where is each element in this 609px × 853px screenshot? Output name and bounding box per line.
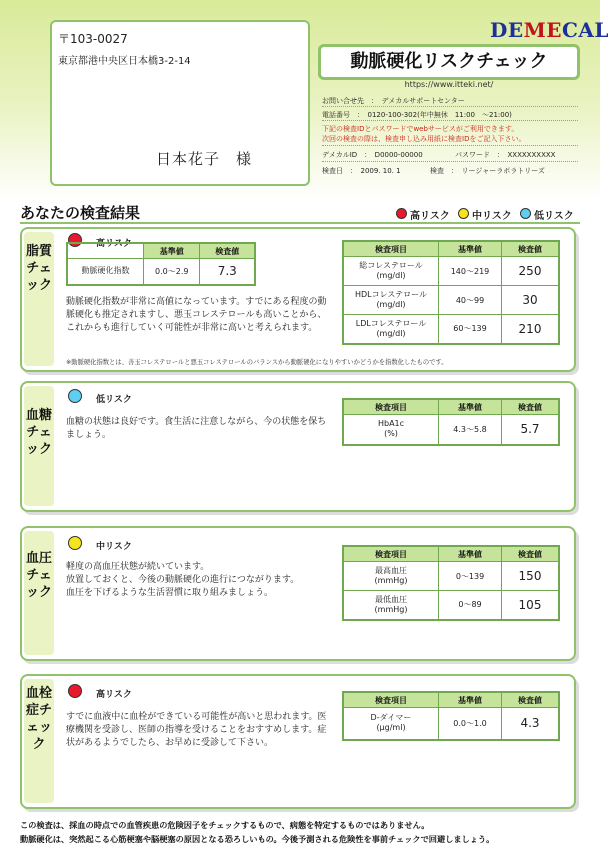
table-row-value: 5.7 <box>502 415 560 445</box>
index-item: 動脈硬化指数 <box>67 259 144 285</box>
value-header: 検査値 <box>502 692 560 708</box>
value-header: 検査値 <box>502 546 560 562</box>
legend-high: 高リスク <box>410 211 450 222</box>
table-row-item <box>343 315 439 344</box>
table-row-ref: 0.0～1.0 <box>439 708 502 740</box>
lipid-footnote: ※動脈硬化指数とは、善玉コレステロールと悪玉コレステロールのバランスから動脈硬化になりやすいかどうかを指数化したものです。 <box>66 359 448 366</box>
index-value: 7.3 <box>200 259 255 285</box>
contact-info: お問い合せ先 ： デメカルサポートセンター <box>322 97 465 105</box>
item-header: 検査項目 <box>343 241 439 257</box>
lipid-comment: 動脈硬化指数が非常に高値になっています。すでにある程度の動脈硬化も推定されますし、悪玉コレステロールも高いことから、これからも進行していく可能性が非常に高いと考えられます。 <box>66 297 327 333</box>
divider <box>322 145 578 146</box>
pressure-comment-line: 軽度の高血圧状態が続いています。 <box>66 562 210 572</box>
item-unit: (mmHg) <box>374 576 408 585</box>
item-unit: (mmHg) <box>374 604 408 614</box>
table-row-item <box>343 257 439 286</box>
sugar-results-table <box>342 398 560 446</box>
next-test-notice: 次回の検査の際は、検査申し込み用紙に検査IDをご記入下さい。 <box>322 135 526 143</box>
table-row-value: 210 <box>502 315 560 344</box>
ref-header: 基準値 <box>439 546 502 562</box>
item-name: 最高血圧 <box>375 566 407 575</box>
report-title: 動脈硬化リスクチェック <box>318 44 580 80</box>
item-header: 検査項目 <box>343 546 439 562</box>
clot-section-label: 血栓症チェック <box>26 686 53 752</box>
table-row-value: 250 <box>502 257 560 286</box>
blank-header <box>67 243 144 259</box>
item-header: 検査項目 <box>343 399 439 415</box>
item-unit: (mg/dl) <box>376 271 406 280</box>
item-name: HbA1c <box>377 419 405 429</box>
brand-logo-suffix: CAL <box>561 18 609 42</box>
sugar-risk-level: 低リスク <box>96 395 132 405</box>
pressure-comment-line: 放置しておくと、今後の動脈硬化の進行につながります。 <box>66 575 300 585</box>
legend-high-icon <box>396 208 407 219</box>
table-row-ref: 140～219 <box>439 257 502 286</box>
table-row-value: 30 <box>502 286 560 315</box>
table-row-item <box>343 562 439 591</box>
table-row-item <box>343 708 439 740</box>
divider <box>322 120 578 121</box>
lipid-results-table <box>342 240 560 345</box>
pressure-results-table <box>342 545 560 621</box>
table-row-ref: 4.3～5.8 <box>439 415 502 445</box>
table-row-value: 4.3 <box>502 708 560 740</box>
table-row-ref: 40～99 <box>439 286 502 315</box>
item-name: 総コレステロール <box>359 261 423 270</box>
table-row-item <box>343 286 439 315</box>
postal-code: 〒103-0027 <box>58 32 128 46</box>
table-row-value: 150 <box>502 562 560 591</box>
mid-risk-icon <box>68 536 82 550</box>
password: パスワード ： XXXXXXXXXX <box>455 151 556 159</box>
footer-disclaimer: この検査は、採血の時点での血管疾患の危険因子をチェックするもので、病態を特定するものではありません。 <box>20 820 430 830</box>
clot-comment: すでに血液中に血栓ができている可能性が高いと思われます。医療機関を受診し、医師の指導を受けることをおすすめします。症状があるようでしたら、お早めに受診して下さい。 <box>66 712 327 748</box>
ref-header: 基準値 <box>439 692 502 708</box>
divider <box>322 161 578 162</box>
brand-logo-prefix: DE <box>490 18 524 42</box>
table-row-item <box>343 591 439 620</box>
phone-info: 電話番号 ： 0120-100-302(年中無休 11:00 ～21:00) <box>322 111 512 119</box>
heading-underline <box>20 222 580 224</box>
clot-results-table <box>342 691 560 741</box>
test-date: 検査日 ： 2009. 10. 1 <box>322 167 401 175</box>
address: 東京都港中央区日本橋3-2-14 <box>58 56 191 67</box>
index-ref: 0.0～2.9 <box>144 259 200 285</box>
pressure-risk-level: 中リスク <box>96 542 132 552</box>
pressure-comment-line: 血圧を下げるような生活習慣に取り組みましょう。 <box>66 588 274 598</box>
pressure-section-label: 血圧チェック <box>26 551 53 600</box>
pressure-comment <box>66 561 328 600</box>
brand-logo-accent: ME <box>523 18 562 42</box>
table-row-value: 105 <box>502 591 560 620</box>
high-risk-icon <box>68 684 82 698</box>
footer-advice: 動脈硬化は、突然起こる心筋梗塞や脳梗塞の原因となる恐ろしいもの。今後予測される危険性を事前チェックで回避しましょう。 <box>20 834 495 844</box>
sugar-section-label: 血糖チェック <box>26 408 53 457</box>
website-url[interactable]: https://www.itteki.net/ <box>404 80 494 89</box>
brand-logo <box>490 18 609 42</box>
table-row-ref: 60～139 <box>439 315 502 344</box>
web-service-notice: 下記の検査IDとパスワードでwebサービスがご利用できます。 <box>322 125 519 133</box>
item-unit: (%) <box>384 429 398 439</box>
legend-mid: 中リスク <box>472 211 512 222</box>
lipid-section-label: 脂質チェック <box>26 244 53 293</box>
lipid-index-table <box>66 242 256 286</box>
item-unit: (mg/dl) <box>376 328 406 338</box>
ref-header: 基準値 <box>439 241 502 257</box>
ref-header: 基準値 <box>144 243 200 259</box>
item-name: LDLコレステロール <box>355 318 427 328</box>
value-header: 検査値 <box>502 241 560 257</box>
value-header: 検査値 <box>200 243 255 259</box>
item-name: HDLコレステロール <box>354 290 428 299</box>
item-name: 最低血圧 <box>375 594 407 604</box>
legend-low-icon <box>520 208 531 219</box>
table-row-ref: 0～139 <box>439 562 502 591</box>
user-id: デメカルID ： D0000-00000 <box>322 151 423 159</box>
table-row-item <box>343 415 439 445</box>
item-name: D-ダイマー <box>370 713 412 723</box>
address-card <box>50 20 310 186</box>
table-row-ref: 0～89 <box>439 591 502 620</box>
item-unit: (μg/ml) <box>376 723 406 733</box>
item-unit: (mg/dl) <box>376 300 406 309</box>
laboratory: 検査 ： リージャーラボラトリーズ <box>430 167 545 175</box>
sugar-comment: 血糖の状態は良好です。食生活に注意しながら、今の状態を保ちましょう。 <box>66 417 327 440</box>
legend-mid-icon <box>458 208 469 219</box>
lipid-risk-level: 高リスク <box>96 239 132 249</box>
low-risk-icon <box>68 389 82 403</box>
value-header: 検査値 <box>502 399 560 415</box>
recipient-name: 日本花子 様 <box>156 150 253 168</box>
item-header: 検査項目 <box>343 692 439 708</box>
legend-low: 低リスク <box>534 211 574 222</box>
clot-risk-level: 高リスク <box>96 690 132 700</box>
results-heading: あなたの検査結果 <box>20 204 141 222</box>
divider <box>322 106 578 107</box>
ref-header: 基準値 <box>439 399 502 415</box>
